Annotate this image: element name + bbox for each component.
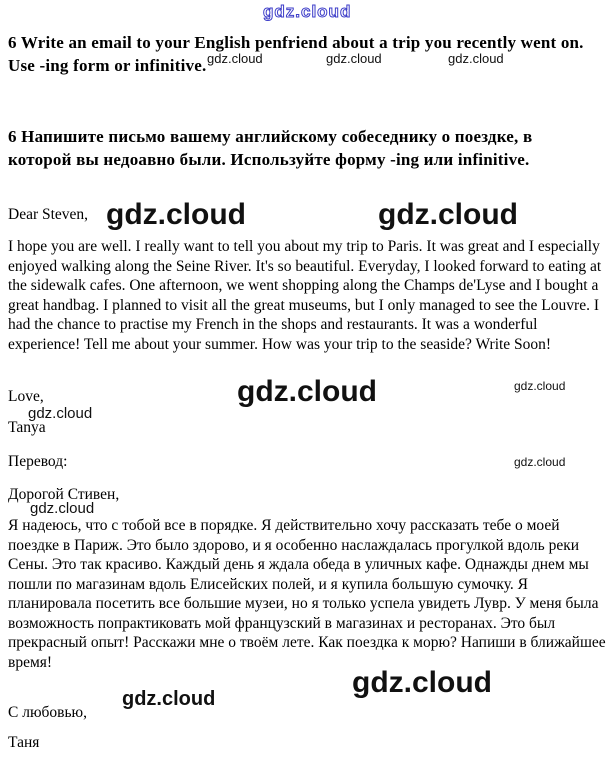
gdz-cloud-logo-watermark: gdz.cloud <box>263 2 352 21</box>
letter-english-signature: Tanya <box>8 419 46 436</box>
task-heading-russian-line1: 6 Напишите письмо вашему английскому собеседнику о поездке, в <box>8 127 533 146</box>
letter-russian-signature: Таня <box>8 734 40 751</box>
task-heading-english-line2: Use -ing form or infinitive. <box>8 56 207 75</box>
task-heading-english <box>8 31 608 77</box>
task-heading-russian <box>8 125 608 171</box>
gdz-cloud-watermark: gdz.cloud <box>378 198 518 231</box>
task-heading-english-line1: 6 Write an email to your English penfriend about a trip you recently went on. <box>8 33 584 52</box>
gdz-cloud-watermark: gdz.cloud <box>326 51 382 66</box>
gdz-cloud-watermark: gdz.cloud <box>237 375 377 408</box>
gdz-cloud-watermark: gdz.cloud <box>106 198 246 231</box>
letter-russian-salutation: Дорогой Стивен, <box>8 486 120 503</box>
gdz-cloud-watermark: gdz.cloud <box>514 455 566 469</box>
letter-english-salutation: Dear Steven, <box>8 206 89 223</box>
letter-russian-body: Я надеюсь, что с тобой все в порядке. Я действительно хочу рассказать тебе о моей поездке в Париж. Это было здорово, и я особенно наслаждалась прогулкой вдоль реки Сены. Это так красиво. Каждый день я ждала обеда в уличных кафе. Однажды днем мы пошли по магазинам вдоль Елисейских полей, и я купила большую сумочку. Я планировала посетить все большие музеи, но я только успела увидеть Лувр. У меня была возможность попрактиковать мой французский в магазинах и ресторанах. Это был прекрасный опыт! Расскажи мне о твоём лете. Как поездка к морю? Напиши в ближайшее время! <box>8 517 606 671</box>
gdz-cloud-watermark: gdz.cloud <box>448 51 504 66</box>
translation-label: Перевод: <box>8 453 68 470</box>
letter-english-body: I hope you are well. I really want to tell you about my trip to Paris. It was great and I especially enjoyed walking along the Seine River. It's so beautiful. Everyday, I looked forward to eating at the sidewalk cafes. One afternoon, we went shopping along the Champs de'Lyse and I bought a great handbag. I planned to visit all the great museums, but I only managed to see the Louvre. I had the chance to practise my French in the shops and restaurants. It was a wonderful experience! Tell me about your summer. How was your trip to the seaside? Write Soon! <box>8 238 602 353</box>
gdz-cloud-watermark: gdz.cloud <box>28 405 93 422</box>
gdz-cloud-watermark: gdz.cloud <box>352 666 492 699</box>
gdz-cloud-watermark: gdz.cloud <box>514 379 566 393</box>
letter-english-closing: Love, <box>8 388 44 405</box>
gdz-cloud-watermark: gdz.cloud <box>122 688 216 710</box>
letter-russian-closing: С любовью, <box>8 704 88 721</box>
task-heading-russian-line2: которой вы недоавно были. Используйте форму -ing или infinitive. <box>8 150 530 169</box>
gdz-cloud-watermark: gdz.cloud <box>30 500 95 517</box>
gdz-cloud-watermark: gdz.cloud <box>207 51 263 66</box>
